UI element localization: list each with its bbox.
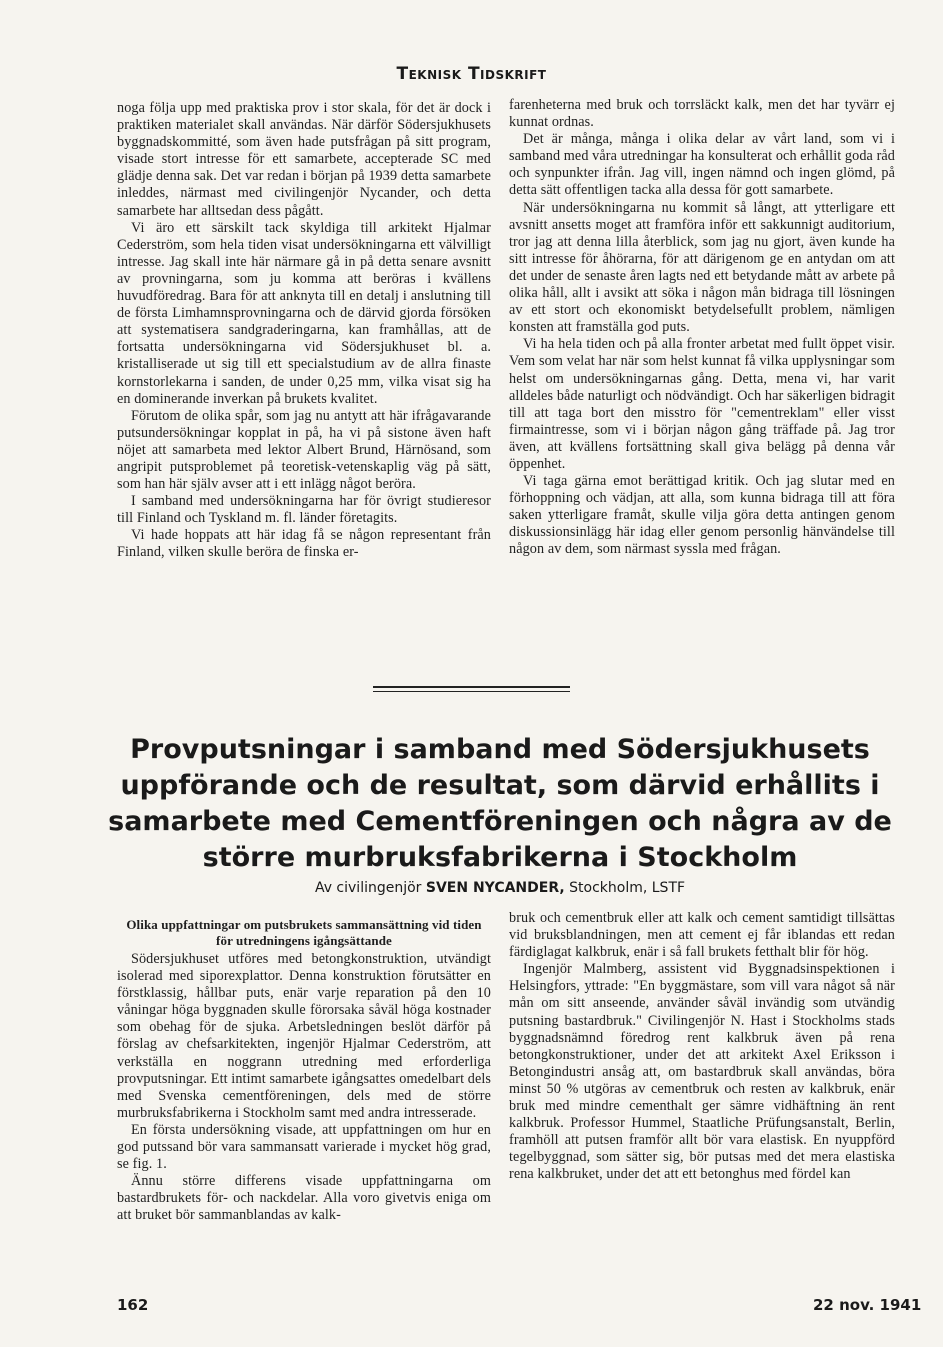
bottom-right-column bbox=[509, 910, 895, 1184]
article-title: Provputsningar i samband med Södersjukhusets uppförande och de resultat, som därvid erhållits i samarbete med Cementföreningen och några av de större murbruksfabrikerna i Stockholm bbox=[108, 734, 892, 873]
paragraph: Vi taga gärna emot berättigad kritik. Och jag slutar med en förhoppning och vädjan, att alla, som kunna bidraga till att föra saken ytterligare framåt, skulle vilja göra detta antingen genom diskussionsinlägg här idag eller genom personlig hänvändelse till någon av dem, som närmast syssla med frågan. bbox=[509, 473, 895, 558]
journal-header: Teknisk Tidskrift bbox=[396, 64, 547, 84]
paragraph: När undersökningarna nu kommit så långt, att ytterligare ett avsnitt ansetts moget att framföra inför ett sakkunnigt auditorium, tror jag att denna lilla återblick, som jag nu gjort, även kunde ha sitt intresse för åhörarna, för att därigenom ge en antydan om att det under de senaste åren lagts ned ett betydande mått av arbete på olika håll, allt i avsikt att söka i någon mån bidraga till lösningen av ett stort och ekonomiskt betydelsefullt problem, nämligen konsten att framställa god puts. bbox=[509, 199, 895, 336]
paragraph: Vi ha hela tiden och på alla fronter arbetat med fullt öppet visir. Vem som velat har när som helst kunnat få vilka upplysningar som helst om undersökningarnas gång. Detta, mena vi, har varit alldeles både naturligt och nödvändigt. Och har säkerligen bidragit till att taga bort den misstro för "cementreklam" eller visst firmaintresse, som vi i början någon gång träffade på. Jag tror även, att kvällens fortsättning skall giva belägg på denna vår öppenhet. bbox=[509, 336, 895, 472]
page-number: 162 bbox=[117, 1296, 149, 1314]
paragraph: noga följa upp med praktiska prov i stor skala, för det är dock i praktiken materialet skall användas. När därför Södersjukhusets byggnadskommitté, som även hade putsfrågan på sitt program, visade stort intresse för ett samarbete, accepterade SC med glädje denna sak. Det var redan i början på 1939 detta samarbete inleddes, närmast med civilingenjör Nycander, och detta samarbete har alltsedan dess pågått. bbox=[117, 100, 491, 219]
top-right-column bbox=[509, 97, 895, 559]
paragraph: Vi äro ett särskilt tack skyldiga till arkitekt Hjalmar Cederström, som hela tiden visat undersökningarna ett välvilligt intresse. Jag skall inte här närmare gå in på detta senare avsnitt av provningarna, som ju komma att beröras i kvällens huvudföredrag. Bara för att anknyta till en detalj i anslutning till de första Limhamnsprovningarna och de därvid gjorda försöken att systematisera sandgraderingarna, kan framhållas, att de fortsatta undersökningarna vid Södersjukhuset bl. a. kristalliserade ut sig till ett specialstudium av de allra finaste kornstorlekarna i sanden, de under 0,25 mm, vilka visat sig ha en dominerande inverkan på brukets kvalitet. bbox=[117, 219, 491, 407]
paragraph: Ännu större differens visade uppfattningarna om bastardbrukets för- och nackdelar. Alla voro givetvis eniga om att bruket bör sammanblandas av kalk- bbox=[117, 1173, 491, 1224]
section-divider bbox=[373, 686, 570, 692]
paragraph: Det är många, många i olika delar av vårt land, som vi i samband med våra utredningar ha konsulterat och erhållit goda råd och synpunkter ifrån. Jag vill, ingen nämnd och ingen glömd, på detta sätt offentligen tacka alla dessa för gott samarbete. bbox=[509, 131, 895, 199]
top-left-column bbox=[117, 100, 491, 562]
author-name: SVEN NYCANDER, bbox=[425, 880, 565, 896]
paragraph: Södersjukhuset utföres med betongkonstruktion, utvändigt isolerad med siporexplattor. Denna konstruktion förutsätter en förstklassig, hållbar puts, enär varje reparation på den 10 våningar höga byggnaden skulle förorsaka såväl höga kostnader som obehag för de sjuka. Arbetsledningen beslöt därför på förslag av chefsarkitekten, ingenjör Hjalmar Cederström, att verkställa en noggrann utredning med erforderliga provputsningar. Ett intimt samarbete igångsattes omedelbart dels med Svenska cementföreningen, dels med de större murbruksfabrikerna i Stockholm samt med andra intresserade. bbox=[117, 951, 492, 1121]
section-subheading: Olika uppfattningar om putsbrukets sammansättning vid tiden för utredningens igångsättande bbox=[126, 917, 482, 948]
paragraph: I samband med undersökningarna har för övrigt studieresor till Finland och Tyskland m. fl. länder företagits. bbox=[117, 493, 491, 527]
paragraph: Vi hade hoppats att här idag få se någon representant från Finland, vilken skulle beröra de finska er- bbox=[117, 527, 491, 561]
byline-prefix: Av civilingenjör bbox=[314, 880, 422, 896]
paragraph: En första undersökning visade, att uppfattningen om hur en god putssand bör vara sammansatt varierade i mycket hög grad, se fig. 1. bbox=[117, 1121, 491, 1173]
author-affiliation: Stockholm, LSTF bbox=[569, 880, 686, 896]
bottom-left-column bbox=[117, 917, 491, 1225]
paragraph: Förutom de olika spår, som jag nu antytt att här ifrågavarande putsundersökningar kopplat in på, ha vi på sistone även haft nöjet att samarbeta med lektor Albert Brund, Härnösand, som angripit putsproblemet på teoretisk-vetenskaplig väg på sätt, som han här själv avser att i ett inlägg något beröra. bbox=[117, 407, 491, 493]
article-byline bbox=[100, 880, 900, 896]
issue-date: 22 nov. 1941 bbox=[813, 1296, 922, 1314]
paragraph: bruk och cementbruk eller att kalk och cement samtidigt tillsättas vid bruksblandningen, men att cement ej får iblandas ett redan färdiglagat kalkbruk, enär i så fall brukets fetthalt blir för hög. bbox=[509, 910, 895, 961]
paragraph: farenheterna med bruk och torrsläckt kalk, men det har tyvärr ej kunnat ordnas. bbox=[509, 97, 895, 131]
paragraph: Ingenjör Malmberg, assistent vid Byggnadsinspektionen i Helsingfors, yttrade: "En byggmästare, som vill vara något så när mån om sitt anseende, använder såväl invändig som utvändig putsning bastardbruk." Civilingenjör N. Hast i Stockholms stads byggnadsnämnd föredrog rent kalkbruk även på rena betongkonstruktioner, under det att arkitekt Axel Eriksson i Betongindustri ansåg att, om bastardbruk skall användas, böra minst 50 % utgöras av cementbruk och resten av kalkbruk, enär bruk med mindre cementhalt ger sämre vidhäftning än rent kalkbruk. Professor Hummel, Staatliche Prüfungsanstalt, Berlin, framhöll att putsen framför allt bör vara elastisk. En nyuppförd tegelbyggnad, som sätter sig, bör putsas med det mera elastiska rena kalkbruket, under det att ett betonghus med fördel kan bbox=[509, 961, 895, 1183]
